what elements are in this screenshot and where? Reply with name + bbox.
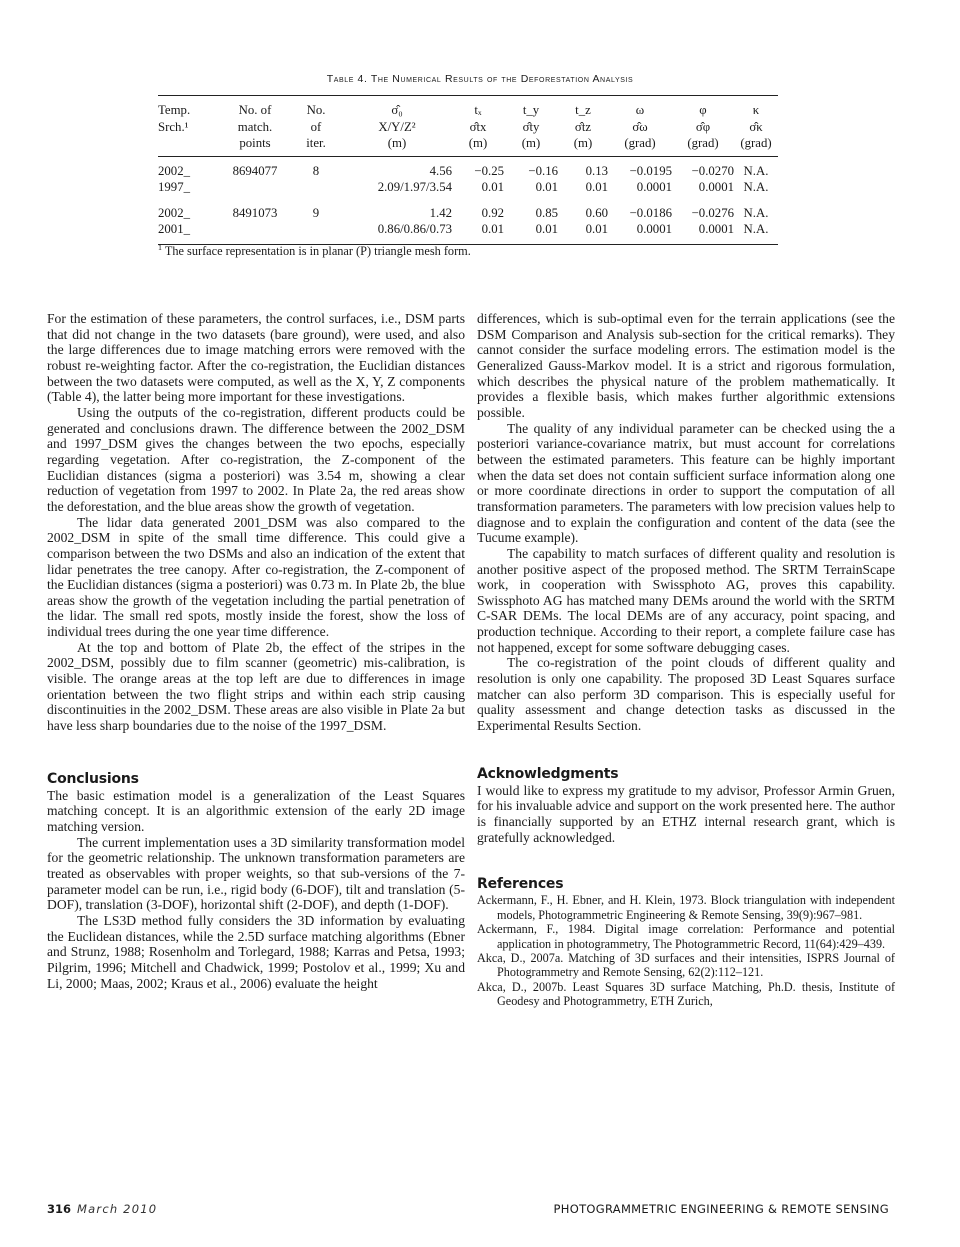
table-cell: 0.01 (535, 180, 558, 194)
table-row (158, 156, 778, 179)
reference-item: Ackermann, F., H. Ebner, and H. Klein, 1973. Block triangulation with independent models, Photogrammetric Engineering & Remote Sensing, 39(9):967–981. (477, 893, 895, 922)
section-heading-acknowledgments: Acknowledgments (477, 765, 619, 782)
table-cell: 0.0001 (698, 180, 734, 194)
table-cell (220, 179, 290, 196)
paragraph: The lidar data generated 2001_DSM was also compared to the 2002_DSM in spite of the small time difference. This could give a comparison between the two DSMs and also an indication of the extent that lidar penetrates the tree canopy. After co-registration, the Z-component of the Euclidian distances (sigma a posteriori) was 0.73 m. In Plate 2b, the blue areas show the growth of the vegetation including the partial penetration of the lidar. The small red spots, mostly inside the forest, show the loss of individual trees during the one year time difference. (47, 514, 465, 640)
right-column (477, 311, 895, 1009)
table-cell: 0.13 (585, 163, 608, 178)
table-cell: 0.86/0.86/0.73 (377, 222, 452, 236)
table-cell: 9 (312, 205, 320, 220)
page-number: 316 (47, 1202, 72, 1216)
table-cell: 4.56 (429, 163, 452, 178)
table-cell: 1997_ (158, 180, 190, 194)
table-row (158, 221, 778, 244)
table-cell: 0.85 (535, 205, 558, 220)
table-row (158, 196, 778, 222)
table-header-cell: t_y σ̂ty (m) (521, 103, 541, 150)
table-cell: 2002_ (158, 163, 190, 178)
table-header-cell: σ̂₀ X/Y/Z² (m) (378, 103, 416, 150)
paragraph: I would like to express my gratitude to my advisor, Professor Armin Gruen, for his invaluable advice and support on the work presented here. The author is financially supported by an ETHZ internal research grant, which is gratefully acknowledged. (477, 782, 895, 845)
table-header-cell: tₓ σ̂tx (m) (468, 103, 488, 150)
paragraph: At the top and bottom of Plate 2b, the effect of the stripes in the 2002_DSM, possibly due to film scanner (geometric) mis-calibration, is visible. The orange areas at the top left are due to differences in image orientation between the two flight strips and within each strip causing discontinuities in the 2002_DSM. These areas are also visible in Plate 2a but have less sharp boundaries due to the noise of the 1997_DSM. (47, 639, 465, 734)
table-cell: 2001_ (158, 222, 190, 236)
paragraph: For the estimation of these parameters, the control surfaces, i.e., DSM parts that did not change in the two datasets (bare ground), were used, and also the large differences due to image matching errors were removed with the robust re-weighting factor. After the co-registration, the Euclidian distances between the two datasets were computed, as well as the X, Y, Z components (Table 4), the latter being more important for these investigations. (47, 311, 465, 405)
table-cell: −0.0270 (691, 163, 734, 178)
table-header-cell: No. of match. points (237, 103, 273, 150)
table-cell: −0.0186 (629, 205, 672, 220)
table-cell: 0.0001 (636, 222, 672, 236)
table-cell: 8491073 (232, 205, 278, 220)
section-heading-conclusions: Conclusions (47, 770, 139, 787)
table-cell: 0.01 (585, 180, 608, 194)
table-header-cell: κ σ̂κ (grad) (740, 103, 772, 150)
table-header-cell: t_z σ̂tz (m) (573, 103, 593, 150)
table-cell: −0.16 (528, 163, 558, 178)
table-cell: −0.0195 (629, 163, 672, 178)
table-cell: 0.0001 (698, 222, 734, 236)
paragraph: The basic estimation model is a generalization of the Least Squares matching concept. It is an algorithmic extension of the early 2D image matching version. (47, 787, 465, 835)
table-cell: 0.60 (585, 205, 608, 220)
reference-list (477, 893, 895, 1008)
table-cell: N.A. (743, 222, 769, 236)
paragraph: differences, which is sub-optimal even for the terrain applications (see the DSM Comparison and Analysis sub-section for the critical remarks). They cannot consider the surface modeling errors. The estimation model is the Generalized Gauss-Markov model. It is a strict and rigorous formulation, which describes the physical nature of the problem mathematically. It provides a flexible basis, which makes further algorithmic extensions possible. (477, 311, 895, 420)
issue-date: March 2010 (77, 1202, 158, 1216)
reference-item: Akca, D., 2007a. Matching of 3D surfaces and their intensities, ISPRS Journal of Photogrammetry and Remote Sensing, 62(2):112–121. (477, 950, 895, 980)
table-cell: 1.42 (429, 205, 452, 220)
table-footnote: $^1$ The surface representation is in planar (P) triangle mesh form. (158, 243, 471, 259)
table-cell: N.A. (743, 163, 769, 178)
left-column (47, 311, 465, 991)
table-cell: 8694077 (232, 163, 278, 178)
table-cell: 2.09/1.97/3.54 (377, 180, 452, 194)
paragraph: The current implementation uses a 3D similarity transformation model for the geometric relationship. The unknown transformation parameters are treated as observables with proper weights, so that sub-versions of the 7-parameter model can be run, i.e., rigid body (6-DOF), tilt and translation (5-DOF), translation (3-DOF), horizontal shift (2-DOF), and depth (1-DOF). (47, 834, 465, 913)
table-cell (220, 221, 290, 244)
table-cell: 0.01 (585, 222, 608, 236)
table-cell: −0.25 (474, 163, 504, 178)
paragraph: Using the outputs of the co-registration, different products could be generated and conclusions drawn. The difference between the 2002_DSM and 1997_DSM gives the changes between the two epochs, especially regarding vegetation. After co-registration, the Z-component of the Euclidian distances (sigma a posteriori) was 3.54 m, showing a clear reduction of vegetation from 1997 to 2002. In Plate 2a, the red areas show the deforestation, and the blue areas show the growth of vegetation. (47, 404, 465, 514)
paragraph: The capability to match surfaces of different quality and resolution is another positive aspect of the proposed method. The SRTM TerrainScape work, in cooperation with Swissphoto AG, proves this capability. Swissphoto AG has matched many DEMs around the world with the SRTM C-SAR DEMs. The local DEMs are of any accuracy, point spacing, and production technique. According to their report, a complete failure case has not happened, except for some software debugging cases. (477, 545, 895, 655)
table-cell: 8 (312, 163, 320, 178)
table-cell: N.A. (743, 205, 769, 220)
table-cell: 2002_ (158, 205, 190, 220)
table-cell: 0.92 (481, 205, 504, 220)
table-cell: −0.0276 (691, 205, 734, 220)
table-header-cell: ω σ̂ω (grad) (624, 103, 656, 150)
table-cell: 0.0001 (636, 180, 672, 194)
table-cell: 0.01 (535, 222, 558, 236)
table-cell: 0.01 (481, 222, 504, 236)
table-row (158, 179, 778, 196)
results-table (158, 95, 778, 245)
table-header-cell: Temp. Srch.¹ (158, 103, 191, 134)
paragraph: The LS3D method fully considers the 3D information by evaluating the Euclidean distances, while the 2.5D surface matching algorithms (Ebner and Strunz, 1988; Rosenholm and Torlegard, 1988; Karras and Petsa, 1993; Pilgrim, 1996; Mitchell and Chadwick, 1999; Postolov et al., 1999; Xu and Li, 2000; Maas, 2002; Kraus et al., 2006) evaluate the height (47, 912, 465, 991)
paragraph: The co-registration of the point clouds of different quality and resolution is only one capability. The proposed 3D Least Squares surface matcher can also perform 3D comparison. This is especially useful for quality assessment and change detection tasks as discussed in the Experimental Results Section. (477, 655, 895, 734)
table-cell (290, 221, 342, 244)
reference-item: Ackermann, F., 1984. Digital image correlation: Performance and potential application in photogrammetry, The Photogrammetric Record, 11(64):429–439. (477, 922, 895, 951)
paragraph: The quality of any individual parameter can be checked using the a posteriori variance-covariance matrix, but must account for correlations between the estimated parameters. This feature can be highly important when the data set does not contain sufficient surface information along one or more coordinate directions in order to support the computation of all transformation parameters. The parameters with low precision values help to diagnose and to explain the configuration and content of the data (see the Tucume example). (477, 420, 895, 546)
table-cell: 0.01 (481, 180, 504, 194)
page-footer-left (47, 1202, 157, 1216)
table-caption: Table 4. The Numerical Results of the Deforestation Analysis (326, 73, 634, 85)
journal-name: PHOTOGRAMMETRIC ENGINEERING & REMOTE SENSING (553, 1202, 889, 1216)
section-heading-references: References (477, 876, 564, 893)
table-header-cell: φ σ̂φ (grad) (687, 103, 719, 150)
table-header-cell: No. of iter. (306, 103, 326, 150)
table-cell (290, 179, 342, 196)
table-cell: N.A. (743, 180, 769, 194)
reference-item: Akca, D., 2007b. Least Squares 3D surface Matching, Ph.D. thesis, Institute of Geodesy and Photogrammetry, ETH Zurich, (477, 979, 895, 1009)
